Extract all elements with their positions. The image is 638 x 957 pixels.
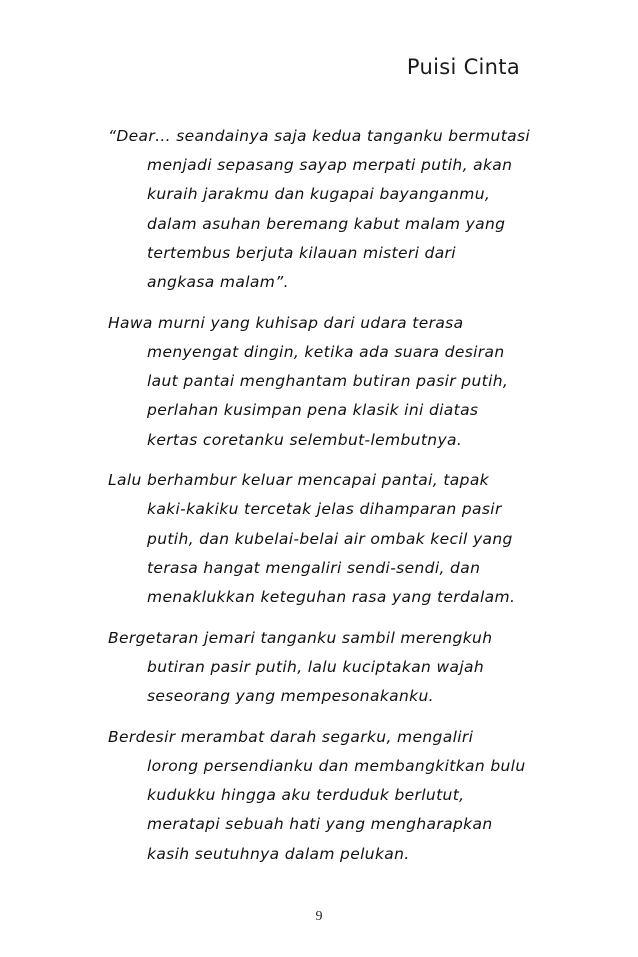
poem-line: laut pantai menghantam butiran pasir putih,	[147, 372, 509, 391]
poem-line: Lalu berhambur keluar mencapai pantai, tapak	[108, 471, 489, 490]
poem-line: terasa hangat mengaliri sendi-sendi, dan	[147, 558, 481, 577]
stanza	[108, 466, 548, 612]
poem-line: Berdesir merambat darah segarku, mengaliri	[108, 727, 474, 746]
poem-line: putih, dan kubelai-belai air ombak kecil yang	[147, 529, 513, 548]
stanza	[108, 122, 548, 297]
poem-line: “Dear… seandainya saja kedua tanganku bermutasi	[108, 127, 531, 145]
poem-line: kuraih jarakmu dan kugapai bayanganmu,	[147, 185, 491, 204]
poem-line: butiran pasir putih, lalu kuciptakan wajah	[147, 657, 485, 676]
poem-line: kaki-kakiku tercetak jelas dihamparan pasir	[147, 500, 502, 519]
stanza	[108, 723, 548, 869]
poem-line: Bergetaran jemari tanganku sambil merengkuh	[108, 628, 493, 647]
stanza	[108, 624, 548, 712]
poem-line: kasih seutuhnya dalam pelukan.	[147, 844, 410, 863]
poem-line: menaklukkan keteguhan rasa yang terdalam.	[147, 588, 516, 607]
stanza	[108, 309, 548, 455]
poem-line: kudukku hingga aku terduduk berlutut,	[147, 786, 465, 805]
poem-line: perlahan kusimpan pena klasik ini diatas	[147, 401, 479, 420]
poem-line: angkasa malam”.	[147, 273, 289, 292]
poem-body	[108, 122, 548, 880]
page-title: Puisi Cinta	[406, 55, 520, 79]
poem-line: tertembus berjuta kilauan misteri dari	[147, 243, 456, 262]
poem-line: menjadi sepasang sayap merpati putih, akan	[147, 156, 513, 175]
poem-line: dalam asuhan beremang kabut malam yang	[147, 214, 506, 233]
poem-line: kertas coretanku selembut-lembutnya.	[147, 430, 463, 449]
poem-line: seseorang yang mempesonakanku.	[147, 687, 434, 706]
poem-line: menyengat dingin, ketika ada suara desiran	[147, 342, 505, 361]
page-number: 9	[315, 909, 323, 924]
poem-line: meratapi sebuah hati yang mengharapkan	[147, 815, 493, 834]
poem-line: Hawa murni yang kuhisap dari udara terasa	[108, 313, 464, 332]
poem-line: lorong persendianku dan membangkitkan bulu	[147, 757, 526, 776]
